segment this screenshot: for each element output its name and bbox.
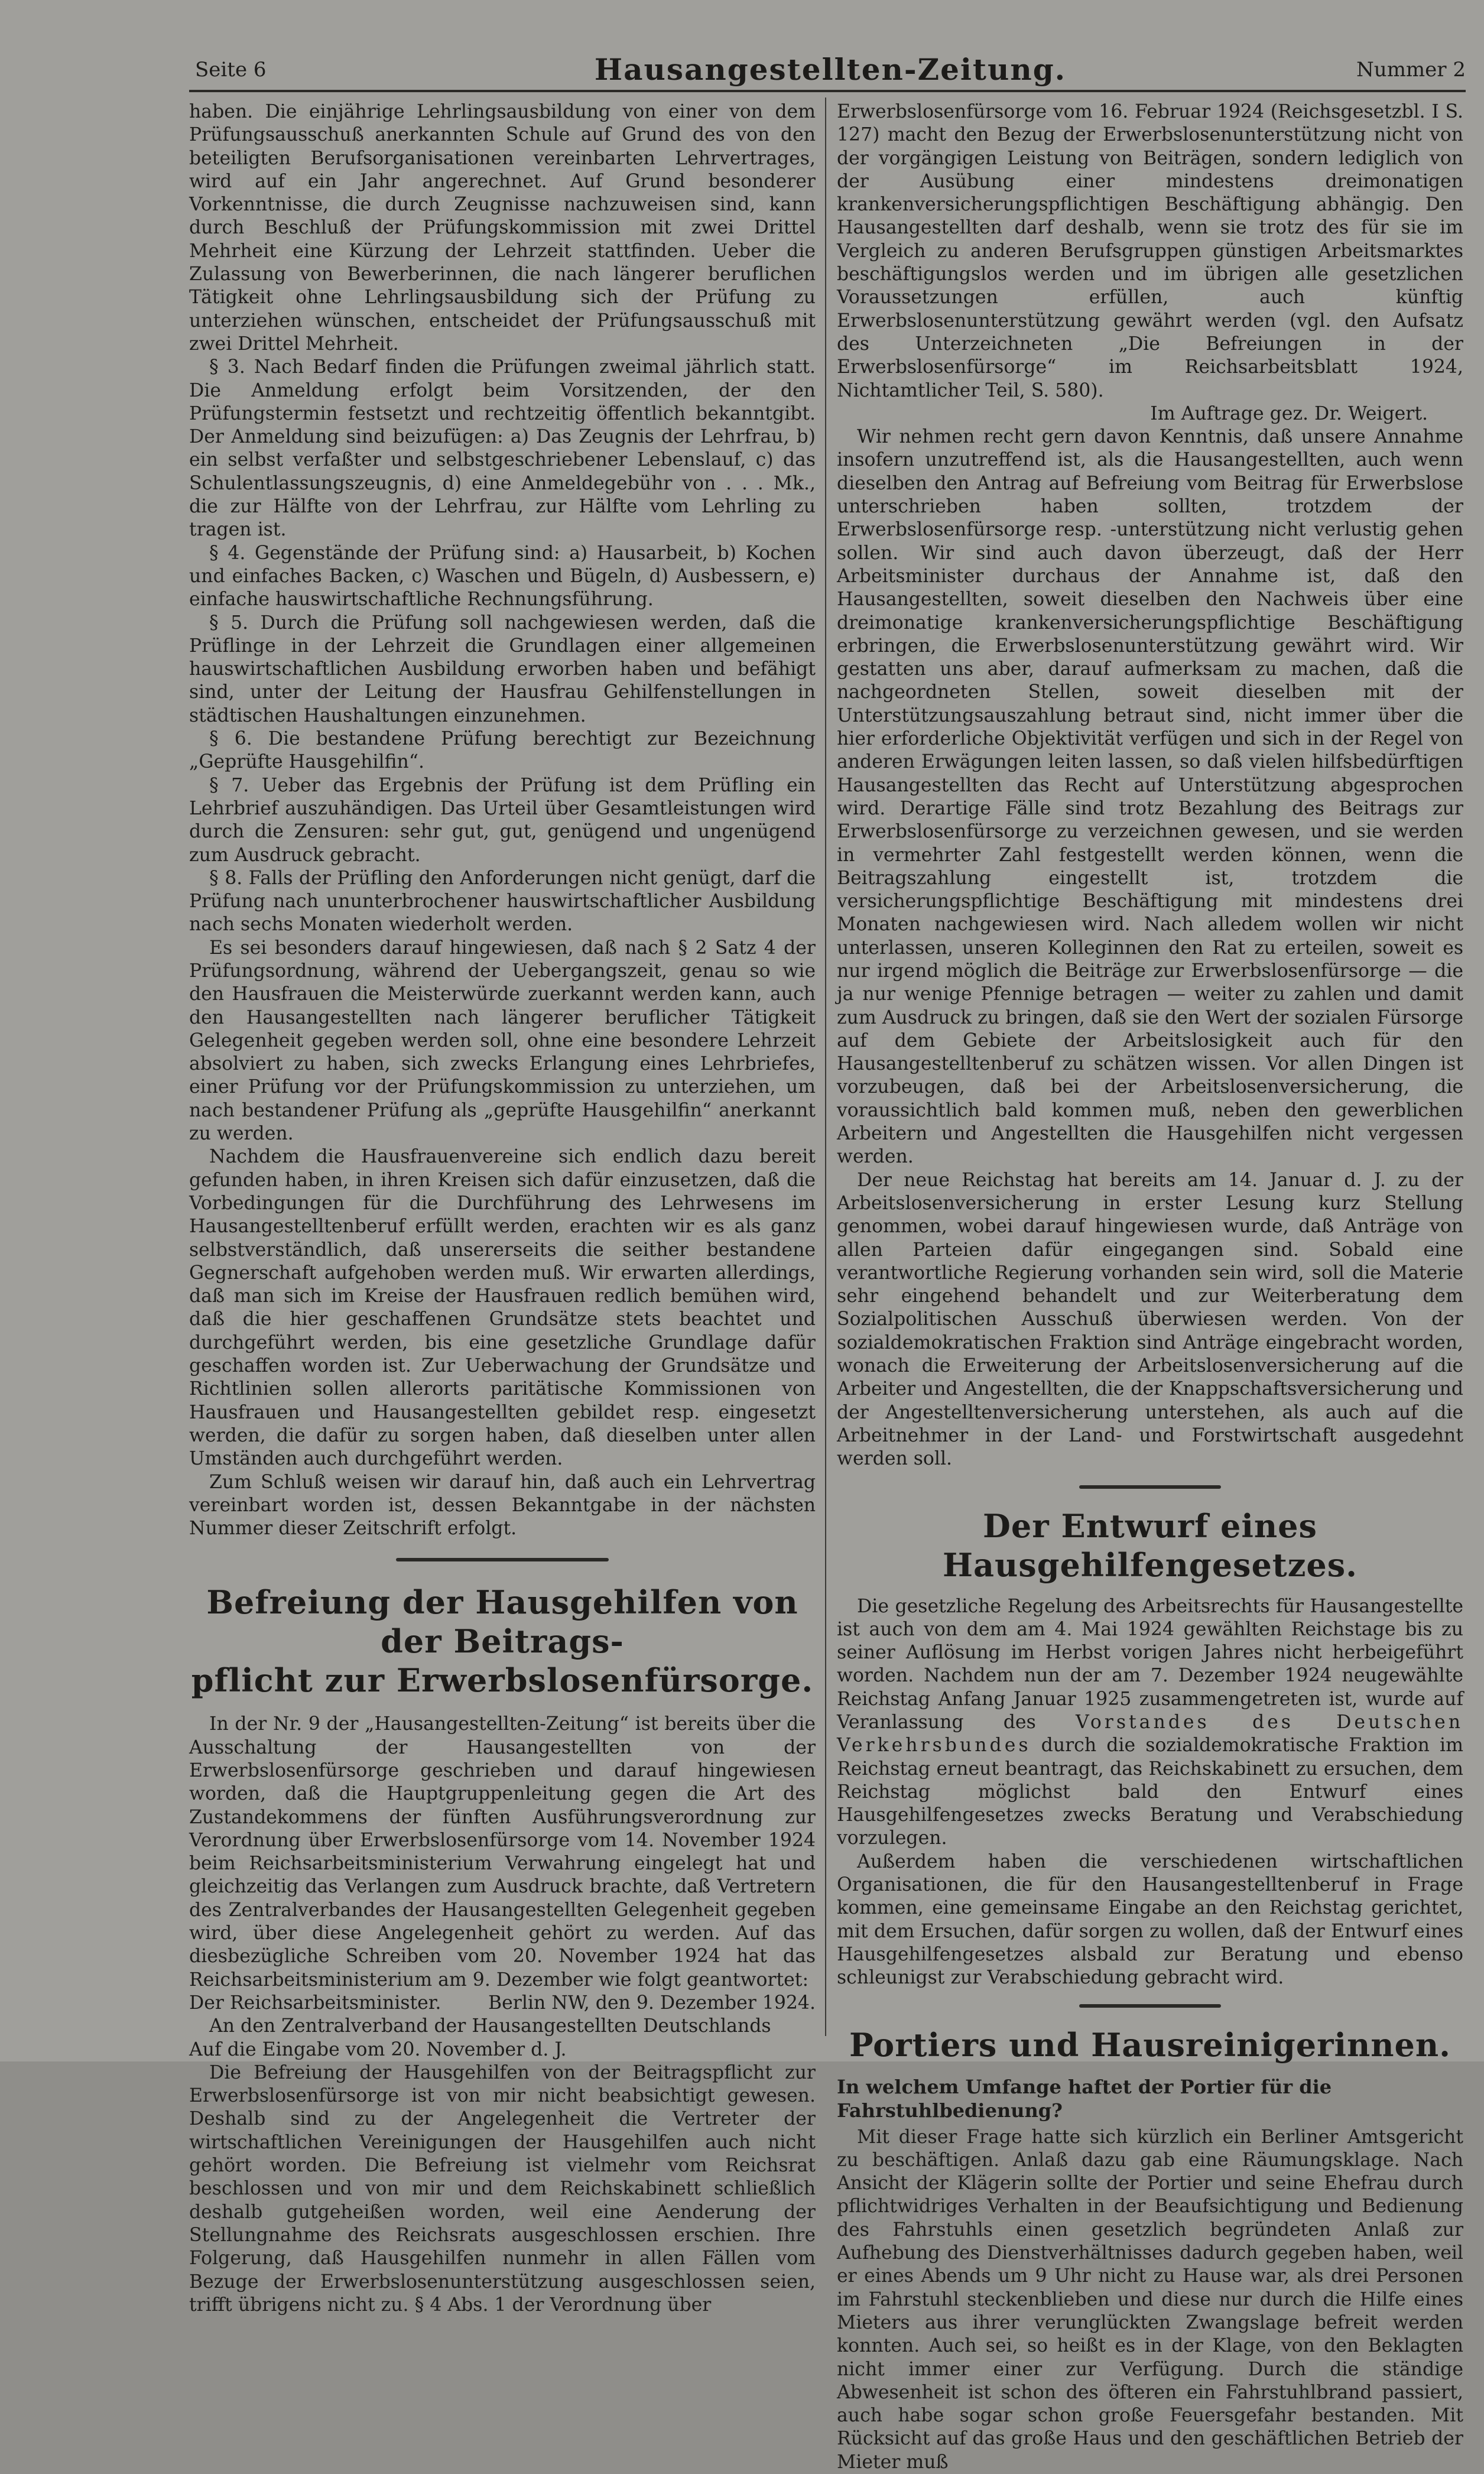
paragraph: In der Nr. 9 der „Hausangestellten-Zeitung“ ist bereits über die Ausschaltung der Hausangestellten von der Erwerbslosenfürsorge geschrieben und darauf hingewiesen worden, daß die Hauptgruppenleitung gegen die Art des Zustandekommens der fünften Ausführungsverordnung zur Verordnung über Erwerbslosenfürsorge vom 14. November 1924 beim Reichsarbeitsministerium Verwahrung eingelegt hat und gleichzeitig das Verlangen zum Ausdruck brachte, daß Vertretern des Zentralverbandes der Hausangestellten Gelegenheit gegeben wird, über diese Angelegenheit gehört zu werden. Auf das diesbezügliche Schreiben vom 20. November 1924 hat das Reichsarbeitsministerium am 9. Dezember wie folgt geantwortet: xyxy=(189,1713,816,1991)
paragraph-part: Die gesetzliche Regelung des Arbeitsrechts für Hausangestellte ist auch von dem am 4. Mai 1924 gewählten Reichstage bis zu seiner Auflösung im Herbst vorigen Jahres nicht herbeigeführt worden. Nachdem nun der am 7. Dezember 1924 neugewählte Reichstag Anfang Januar 1925 zusammengetreten ist, wurde auf Veranlassung des xyxy=(837,1595,1463,1733)
paragraph xyxy=(837,1595,1463,1850)
headline-line-1: Befreiung der Hausgehilfen von der Beitrags- xyxy=(206,1583,798,1661)
letter-place-date: Berlin NW, den 9. Dezember 1924. xyxy=(488,1992,816,2014)
paragraph: Zum Schluß weisen wir darauf hin, daß auch ein Lehrvertrag vereinbart worden ist, dessen Bekanntgabe in der nächsten Nummer dieser Zeitschrift erfolgt. xyxy=(189,1471,816,1540)
paragraph: § 3. Nach Bedarf finden die Prüfungen zweimal jährlich statt. Die Anmeldung erfolgt beim Vorsitzenden, der den Prüfungstermin festsetzt und rechtzeitig öffentlich bekanntgibt. Der Anmeldung sind beizufügen: a) Das Zeugnis der Lehrfrau, b) ein selbst verfaßter und selbstgeschriebener Lebenslauf, c) das Schulentlassungszeugnis, d) eine Anmeldegebühr von . . . Mk., die zur Hälfte von der Lehrfrau, zur Hälfte vom Lehrling zu tragen ist. xyxy=(189,356,816,541)
article-headline-befreiung xyxy=(189,1583,816,1700)
headline-line-2: pflicht zur Erwerbslosenfürsorge. xyxy=(191,1661,814,1700)
paragraph: Erwerbslosenfürsorge vom 16. Februar 1924 (Reichsgesetzbl. I S. 127) macht den Bezug der Erwerbslosenunterstützung nicht von der vorgängigen Leistung von Beiträgen, sondern lediglich von der Ausübung einer mindestens dreimonatigen krankenversicherungspflichtigen Beschäftigung abhängig. Den Hausangestellten darf deshalb, wenn sie trotz des für sie im Vergleich zu anderen Berufsgruppen günstigen Arbeitsmarktes beschäftigungslos werden und im übrigen alle gesetzlichen Voraussetzungen erfüllen, auch künftig Erwerbslosenunterstützung gewährt werden (vgl. den Aufsatz des Unterzeichneten „Die Befreiungen in der Erwerbslosenfürsorge“ im Reichsarbeitsblatt 1924, Nichtamtlicher Teil, S. 580). xyxy=(837,101,1463,401)
paragraph: Der neue Reichstag hat bereits am 14. Januar d. J. zu der Arbeitslosenversicherung in erster Lesung kurz Stellung genommen, wobei darauf hingewiesen wurde, daß Anträge von allen Parteien dafür eingegangen sind. Sobald eine verantwortliche Regierung vorhanden sein wird, soll die Materie sehr eingehend behandelt und zur Weiterberatung dem Sozialpolitischen Ausschuß überwiesen werden. Von der sozialdemokratischen Fraktion sind Anträge eingebracht worden, wonach die Erweiterung der Arbeitslosenversicherung auf die Arbeiter und Angestellten, die der Knappschaftsversicherung und der Angestelltenversicherung unterstehen, als auch auf die Arbeitnehmer in der Land- und Forstwirtschaft ausgedehnt werden soll. xyxy=(837,1169,1463,1470)
paragraph: Wir nehmen recht gern davon Kenntnis, daß unsere Annahme insofern unzutreffend ist, als die Hausangestellten, auch wenn dieselben den Antrag auf Befreiung vom Beitrag für Erwerbslose unterschrieben haben sollten, trotzdem der Erwerbslosenfürsorge resp. -unterstützung nicht verlustig gehen sollen. Wir sind auch davon überzeugt, daß der Herr Arbeitsminister durchaus der Annahme ist, daß den Hausangestellten, soweit dieselben den Nachweis über eine dreimonatige krankenversicherungspflichtige Beschäftigung erbringen, die Erwerbslosenunterstützung gewährt wird. Wir gestatten uns aber, darauf aufmerksam zu machen, daß die nachgeordneten Stellen, soweit dieselben mit der Unterstützungsauszahlung betraut sind, nicht immer über die hier erforderliche Objektivität verfügen und sich in der Regel von anderen Erwägungen leiten lassen, so daß vielen hilfsbedürftigen Hausangestellten das Recht auf Unterstützung abgesprochen wird. Derartige Fälle sind trotz Bezahlung des Beitrags zur Erwerbslosenfürsorge zu verzeichnen gewesen, und sie werden in vermehrter Zahl festgestellt werden können, wenn die Beitragszahlung eingestellt ist, trotzdem die versicherungspflichtige Beschäftigung mit mindestens drei Monaten nachgewiesen wird. Nach alledem wollen wir nicht unterlassen, unseren Kolleginnen den Rat zu erteilen, soweit es nur irgend möglich die Beiträge zur Erwerbslosenfürsorge — die ja nur wenige Pfennige betragen — weiter zu zahlen und damit zum Ausdruck zu bringen, daß sie den Wert der sozialen Fürsorge auf dem Gebiete der Arbeitslosigkeit auch für den Hausangestelltenberuf zu schätzen wissen. Vor allen Dingen ist vorzubeugen, daß bei der Arbeitslosenversicherung, die voraussichtlich bald kommen muß, neben den gewerblichen Arbeitern und Angestellten die Hausgehilfen nicht vergessen werden. xyxy=(837,426,1463,1168)
emphasized-organization: Vorstandes des Deutschen Verkehrsbundes xyxy=(837,1712,1464,1757)
letter-header xyxy=(189,1992,816,2015)
header-rule xyxy=(189,90,1466,92)
paragraph: Mit dieser Frage hatte sich kürzlich ein Berliner Amtsgericht zu beschäftigen. Anlaß dazu gab eine Räumungsklage. Nach Ansicht der Klägerin sollte der Portier und seine Ehefrau durch pflichtwidriges Verhalten in der Beaufsichtigung und Bedienung des Fahrstuhls einen gesetzlich begründeten Anlaß zur Aufhebung des Dienstverhältnisses dadurch gegeben haben, weil er eines Abends um 9 Uhr nicht zu Hause war, als drei Personen im Fahrstuhl steckenblieben und diese nur durch die Hilfe eines Mieters aus ihrer verunglückten Zwangslage befreit werden konnten. Auch sei, so heißt es in der Klage, von den Beklagten nicht immer einer zur Verfügung. Durch die ständige Abwesenheit ist schon des öfteren ein Fahrstuhlbrand passiert, auch habe sogar schon große Feuersgefahr bestanden. Mit Rücksicht auf das große Haus und den geschäftlichen Betrieb der Mieter muß xyxy=(837,2126,1463,2473)
paragraph: haben. Die einjährige Lehrlingsausbildung von einer von dem Prüfungsausschuß anerkannten Schule auf Grund des von den beteiligten Berufsorganisationen vereinbarten Lehrvertrages, wird auf ein Jahr angerechnet. Auf Grund besonderer Vorkenntnisse, die durch Zeugnisse nachzuweisen sind, kann durch Beschluß der Prüfungskommission mit zwei Drittel Mehrheit eine Kürzung der Lehrzeit stattfinden. Ueber die Zulassung von Bewerberinnen, die nach längerer beruflichen Tätigkeit ohne Lehrlingsausbildung sich der Prüfung zu unterziehen wünschen, entscheidet der Prüfungsausschuß mit zwei Drittel Mehrheit. xyxy=(189,101,816,355)
article-headline-entwurf: Der Entwurf eines Hausgehilfengesetzes. xyxy=(943,1507,1358,1584)
issue-number: Nummer 2 xyxy=(1356,58,1466,82)
paragraph: Nachdem die Hausfrauenvereine sich endlich dazu bereit gefunden haben, in ihren Kreisen sich dafür einzusetzen, daß die Vorbedingungen für die Durchführung des Lehrwesens im Hausangestelltenberuf erfüllt werden, erachten wir es als ganz selbstverständlich, daß unsererseits die seither bestandene Gegnerschaft aufgehoben werden muß. Wir erwarten allerdings, daß man sich im Kreise der Hausfrauen redlich bemühen wird, daß die hier geschaffenen Grundsätze stets beachtet und durchgeführt werden, bis eine gesetzliche Grundlage dafür geschaffen worden ist. Zur Ueberwachung der Grundsätze und Richtlinien sollen allerorts paritätische Kommissionen von Hausfrauen und Hausangestellten gebildet resp. eingesetzt werden, die dafür zu sorgen haben, daß dieselben unter allen Umständen auch durchgeführt werden. xyxy=(189,1146,816,1470)
left-column xyxy=(189,100,816,2317)
signature: Im Auftrage gez. Dr. Weigert. xyxy=(1150,402,1428,424)
letter-recipient: An den Zentralverband der Hausangestellten Deutschlands xyxy=(209,2015,771,2037)
page-number-label: Seite 6 xyxy=(195,58,267,82)
letter-reference: Auf die Eingabe vom 20. November d. J. xyxy=(189,2038,567,2060)
paragraph: Es sei besonders darauf hingewiesen, daß nach § 2 Satz 4 der Prüfungsordnung, während der Uebergangszeit, genau so wie den Hausfrauen die Meisterwürde zuerkannt werden kann, auch den Hausangestellten nach längerer beruflicher Tätigkeit Gelegenheit gegeben werden soll, ohne eine besondere Lehrzeit absolviert zu haben, sich zwecks Erlangung eines Lehrbriefes, einer Prüfung vor der Prüfungskommission zu unterziehen, um nach bestandener Prüfung als „geprüfte Hausgehilfin“ anerkannt zu werden. xyxy=(189,937,816,1145)
column-divider xyxy=(825,98,826,2036)
right-column xyxy=(837,100,1463,2474)
article-subheadline: In welchem Umfange haftet der Portier für die Fahrstuhlbedienung? xyxy=(837,2075,1332,2122)
section-separator xyxy=(396,1558,609,1561)
paragraph: Außerdem haben die verschiedenen wirtschaftlichen Organisationen, die für den Hausangestelltenberuf in Frage kommen, eine gemeinsame Eingabe an den Reichstag gerichtet, mit dem Ersuchen, dafür sorgen zu wollen, daß der Entwurf eines Hausgehilfengesetzes alsbald zur Beratung und ebenso schleunigst zur Verabschiedung gebracht wird. xyxy=(837,1850,1463,1989)
paragraph-part: durch die sozialdemokratische Fraktion im Reichstag erneut beantragt, das Reichskabinett zu ersuchen, dem Reichstag möglichst bald den Entwurf eines Hausgehilfengesetzes zwecks Beratung und Verabschiedung vorzulegen. xyxy=(837,1735,1463,1849)
paragraph: Die Befreiung der Hausgehilfen von der Beitragspflicht zur Erwerbslosenfürsorge ist von mir nicht beabsichtigt gewesen. Deshalb sind zu der Angelegenheit die Vertreter der wirtschaftlichen Vereinigungen der Hausgehilfen auch nicht gehört worden. Die Befreiung ist vielmehr vom Reichsrat beschlossen und von mir und dem Reichskabinett schließlich deshalb gutgeheißen worden, weil eine Aenderung der Stellungnahme des Reichsrats ausgeschlossen erschien. Ihre Folgerung, daß Hausgehilfen nunmehr in allen Fällen vom Bezuge der Erwerbslosenunterstützung ausgeschlossen seien, trifft übrigens nicht zu. § 4 Abs. 1 der Verordnung über xyxy=(189,2061,816,2316)
masthead-title: Hausangestellten-Zeitung. xyxy=(594,52,1067,87)
page-header xyxy=(195,47,1466,89)
letter-sender: Der Reichsarbeitsminister. xyxy=(189,1992,441,2014)
paragraph: § 4. Gegenstände der Prüfung sind: a) Hausarbeit, b) Kochen und einfaches Backen, c) Waschen und Bügeln, d) Ausbessern, e) einfache hauswirtschaftliche Rechnungsführung. xyxy=(189,542,816,611)
paragraph: § 6. Die bestandene Prüfung berechtigt zur Bezeichnung „Geprüfte Hausgehilfin“. xyxy=(189,728,816,773)
section-separator xyxy=(1079,1485,1221,1489)
paragraph: § 7. Ueber das Ergebnis der Prüfung ist dem Prüfling ein Lehrbrief auszuhändigen. Das Urteil über Gesamtleistungen wird durch die Zensuren: sehr gut, gut, genügend und ungenügend zum Ausdruck gebracht. xyxy=(189,774,816,866)
section-separator xyxy=(1079,2004,1221,2008)
paragraph: § 8. Falls der Prüfling den Anforderungen nicht genügt, darf die Prüfung nach ununterbrochener hauswirtschaftlicher Ausbildung nach sechs Monaten wiederholt werden. xyxy=(189,867,816,936)
article-headline-portiers: Portiers und Hausreinigerinnen. xyxy=(849,2025,1451,2064)
paragraph: § 5. Durch die Prüfung soll nachgewiesen werden, daß die Prüflinge in der Lehrzeit die Grundlagen einer allgemeinen hauswirtschaftlichen Ausbildung erworben haben und befähigt sind, unter der Leitung der Hausfrau Gehilfenstellungen in städtischen Haushaltungen einzunehmen. xyxy=(189,612,816,726)
